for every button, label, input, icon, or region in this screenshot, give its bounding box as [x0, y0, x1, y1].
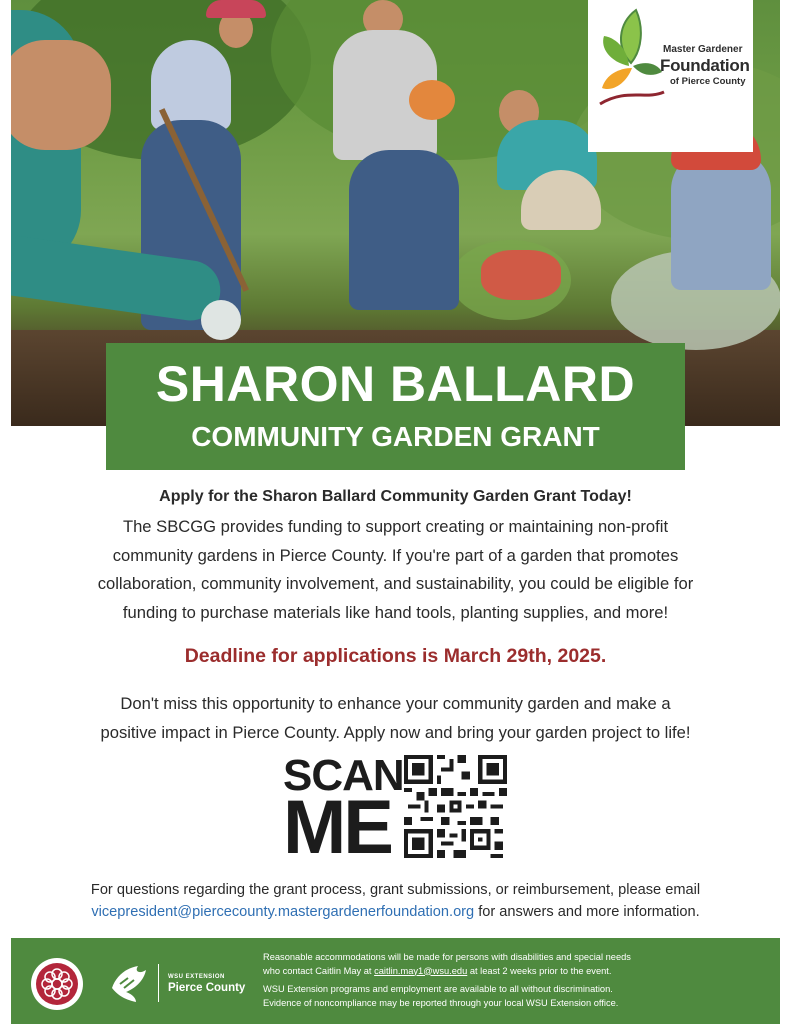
- call-to-action: [0, 689, 791, 747]
- qr-code-icon[interactable]: [404, 755, 507, 858]
- logo-line-3: of Pierce County: [670, 76, 746, 87]
- wsu-cougar-icon: [106, 958, 152, 1004]
- flower-icon: [36, 963, 78, 1005]
- accommodation-note: [263, 951, 773, 978]
- deadline-notice: Deadline for applications is March 29th, 2025.: [184, 645, 607, 667]
- contact-email-link[interactable]: vicepresident@piercecounty.mastergardenerfoundation.org: [91, 904, 475, 920]
- accommodation-line-2: [263, 965, 773, 979]
- accommodation-pre: who contact Caitlin May at: [263, 965, 375, 976]
- intro-line: funding to purchase materials like hand tools, planting supplies, and more!: [122, 602, 669, 622]
- questions-line: For questions regarding the grant process, grant submissions, or reimbursement, please email: [90, 882, 701, 898]
- accommodation-email-link[interactable]: caitlin.may1@wsu.edu: [374, 965, 468, 976]
- wsu-extension-label: WSU EXTENSION: [168, 974, 225, 980]
- logo-line-2: Foundation: [660, 56, 750, 75]
- equal-line-2: Evidence of noncompliance may be reported through your local WSU Extension office.: [263, 997, 619, 1008]
- intro-heading: Apply for the Sharon Ballard Community Garden Grant Today!: [159, 488, 632, 505]
- questions-line-2: [0, 901, 791, 923]
- wsu-county-label: Pierce County: [168, 982, 246, 994]
- questions-text: [0, 879, 791, 923]
- scan-label: SCAN: [283, 751, 404, 800]
- intro-body: [0, 513, 791, 627]
- intro-line: collaboration, community involvement, and sustainability, you could be eligible for: [97, 574, 694, 593]
- accommodation-post: at least 2 weeks prior to the event.: [467, 965, 612, 976]
- intro-line: The SBCGG provides funding to support creating or maintaining non-profit: [122, 517, 669, 536]
- seal-inner: [36, 963, 78, 1005]
- foundation-logo: [588, 0, 753, 152]
- equal-opportunity-note: [263, 983, 773, 1010]
- leaf-logo-icon: [596, 8, 666, 118]
- logo-line-1: Master Gardener: [663, 44, 743, 55]
- equal-line-1: WSU Extension programs and employment are available to all without discrimination.: [263, 984, 613, 994]
- wsu-divider: [158, 964, 159, 1002]
- me-label: ME: [283, 785, 391, 870]
- intro-line: community gardens in Pierce County. If you're part of a garden that promotes: [112, 545, 679, 565]
- footer: [11, 938, 780, 1024]
- questions-line-2-rest: for answers and more information.: [474, 904, 700, 920]
- page-title: SHARON BALLARD: [155, 356, 636, 412]
- title-banner: [106, 343, 685, 470]
- page-subtitle: COMMUNITY GARDEN GRANT: [191, 421, 600, 452]
- cta-line: Don't miss this opportunity to enhance your community garden and make a: [120, 694, 671, 713]
- accommodation-line-1: Reasonable accommodations will be made for persons with disabilities and special needs: [263, 952, 631, 962]
- cta-line: positive impact in Pierce County. Apply now and bring your garden project to life!: [100, 723, 691, 742]
